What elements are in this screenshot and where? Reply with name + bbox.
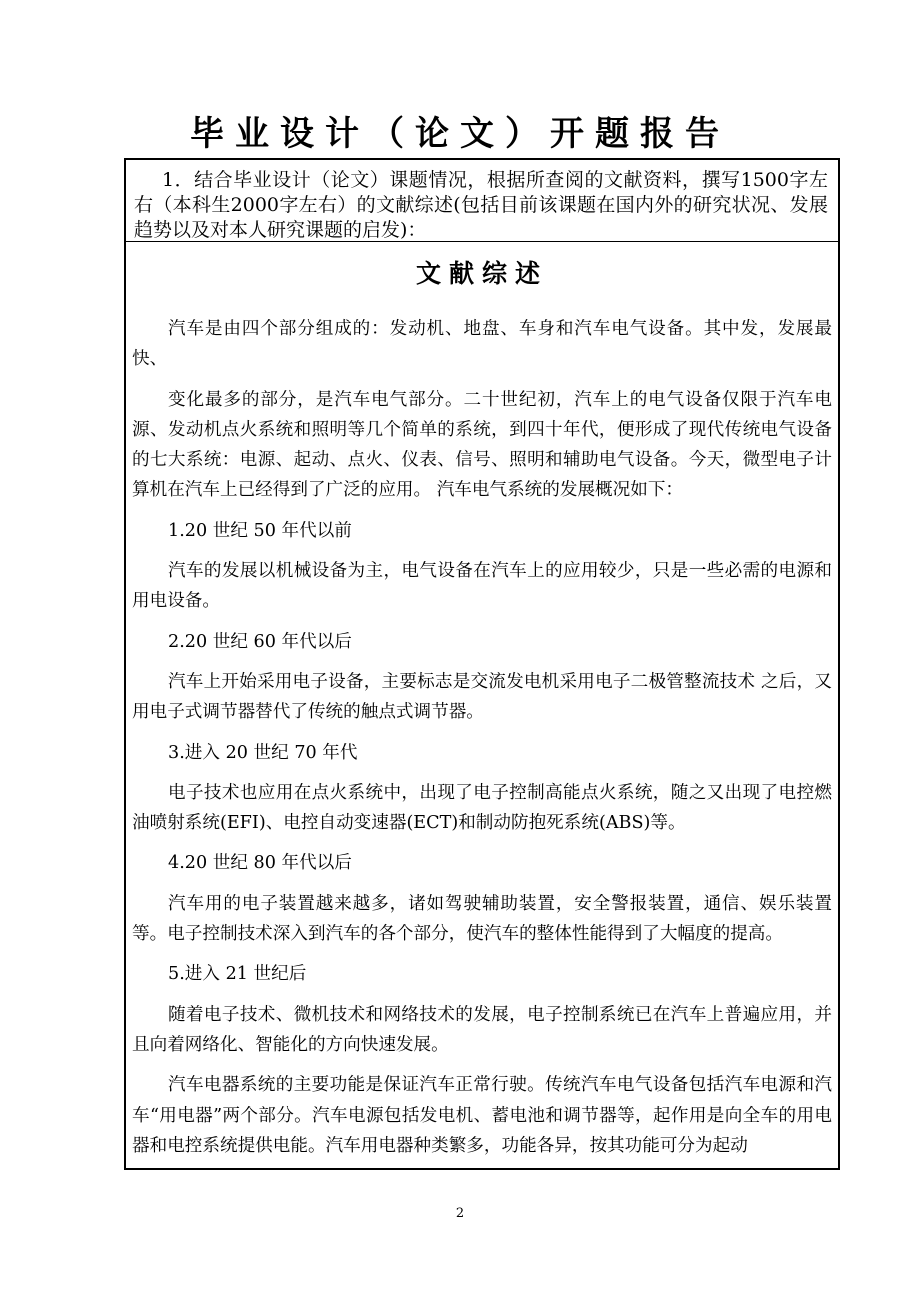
paragraph: 随着电子技术、微机技术和网络技术的发展，电子控制系统已在汽车上普遍应用，并且向着网络化、智能化的方向快速发展。 xyxy=(132,1004,832,1055)
paragraph: 变化最多的部分，是汽车电气部分。二十世纪初，汽车上的电气设备仅限于汽车电源、发动机点火系统和照明等几个简单的系统，到四十年代，便形成了现代传统电气设备的七大系统：电源、起动、点火、仪表、信号、照明和辅助电气设备。今天，微型电子计算机在汽车上已经得到了广泛的应用。 汽车电气系统的发展概况如下： xyxy=(132,389,832,501)
paragraph-heading: 5.进入 21 世纪后 xyxy=(168,964,307,985)
paragraph: 汽车上开始采用电子设备，主要标志是交流发电机采用电子二极管整流技术 之后，又用电子式调节器替代了传统的触点式调节器。 xyxy=(132,671,832,723)
paragraph-heading: 1.20 世纪 50 年代以前 xyxy=(168,520,352,541)
paragraph-heading: 4.20 世纪 80 年代以后 xyxy=(168,853,352,874)
page-number: 2 xyxy=(455,1206,465,1221)
document-title: 毕业设计（论文）开题报告 xyxy=(190,114,730,154)
paragraph: 汽车用的电子装置越来越多，诸如驾驶辅助装置，安全警报装置，通信、娱乐装置等。电子控制技术深入到汽车的各个部分，使汽车的整体性能得到了大幅度的提高。 xyxy=(132,893,832,945)
paragraph-heading: 3.进入 20 世纪 70 年代 xyxy=(168,742,358,763)
section-heading: 文献综述 xyxy=(415,259,548,288)
instruction-cell: 1．结合毕业设计（论文）课题情况，根据所查阅的文献资料，撰写1500字左右（本科生2000字左右）的文献综述(包括目前该课题在国内外的研究状况、发展趋势以及对本人研究课题的启发)： xyxy=(126,160,838,242)
paragraph: 汽车是由四个部分组成的：发动机、地盘、车身和汽车电气设备。其中发，发展最快、 xyxy=(132,319,832,370)
literature-review-body xyxy=(126,314,838,1171)
paragraph: 汽车电器系统的主要功能是保证汽车正常行驶。传统汽车电气设备包括汽车电源和汽车“用电器”两个部分。汽车电源包括发电机、蓄电池和调节器等，起作用是向全车的用电器和电控系统提供电能。汽车用电器种类繁多，功能各异，按其功能可分为起动 xyxy=(132,1075,832,1156)
paragraph-heading: 2.20 世纪 60 年代以后 xyxy=(168,631,352,652)
report-form-table xyxy=(124,158,840,1170)
paragraph: 汽车的发展以机械设备为主，电气设备在汽车上的应用较少，只是一些必需的电源和用电设备。 xyxy=(132,561,832,612)
paragraph: 电子技术也应用在点火系统中，出现了电子控制高能点火系统，随之又出现了电控燃油喷射系统(EFI)、电控自动变速器(ECT)和制动防抱死系统(ABS)等。 xyxy=(132,782,832,834)
